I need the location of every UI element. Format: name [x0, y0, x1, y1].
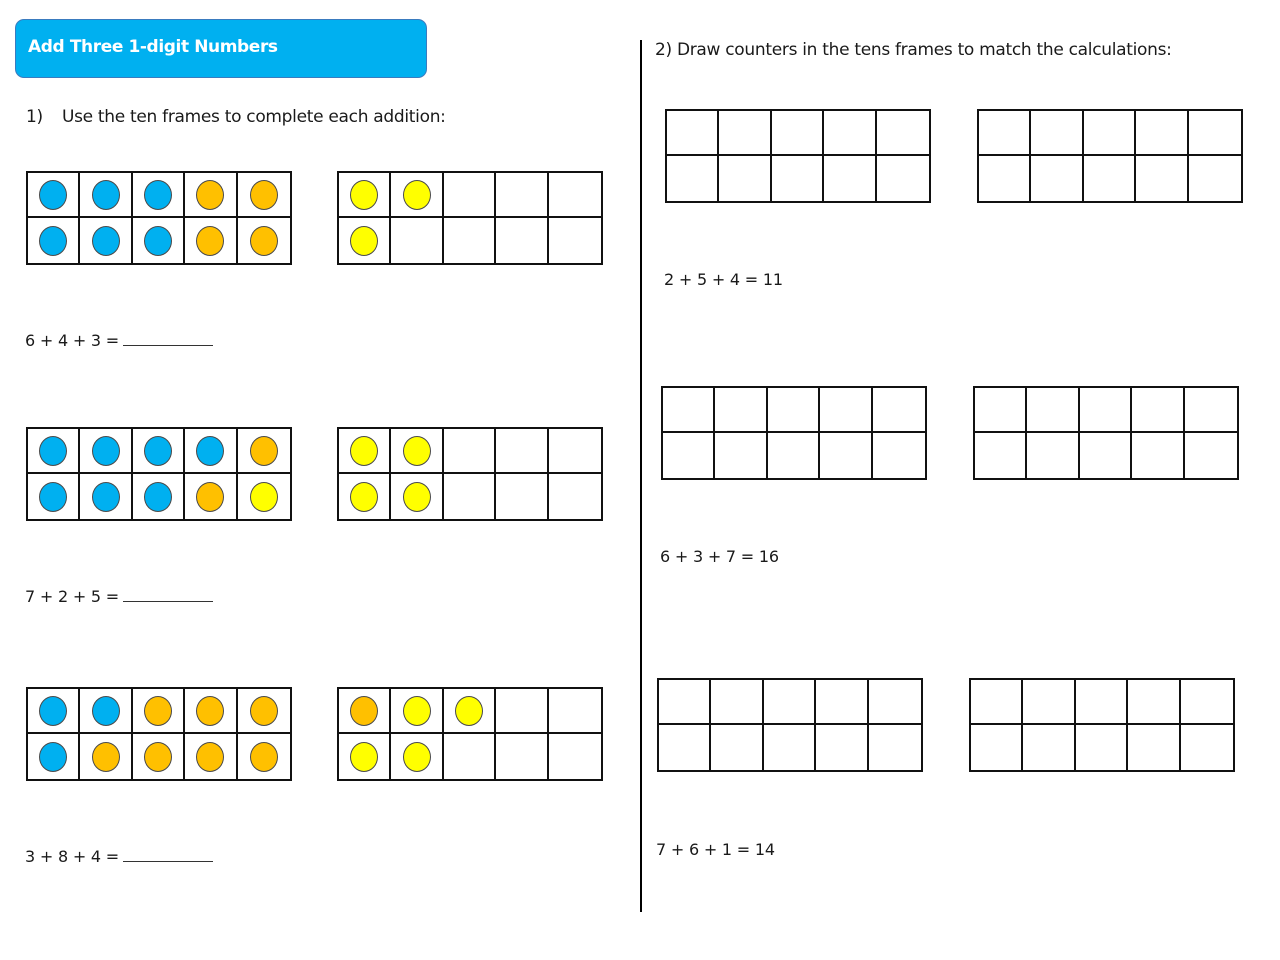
orange-counter-icon — [250, 226, 278, 256]
frame-cell[interactable] — [1181, 680, 1233, 725]
orange-counter-icon — [196, 482, 224, 512]
frame-cell[interactable] — [711, 725, 763, 770]
frame-cell[interactable] — [1027, 433, 1079, 478]
frame-cell[interactable] — [1128, 725, 1180, 770]
frame-cell[interactable] — [873, 433, 925, 478]
blue-counter-icon — [92, 436, 120, 466]
frame-cell — [339, 429, 391, 474]
frame-cell[interactable] — [1185, 388, 1237, 433]
frame-cell[interactable] — [1189, 111, 1241, 156]
ten-frame-2a — [26, 427, 292, 521]
frame-cell[interactable] — [772, 156, 824, 201]
frame-cell — [28, 734, 80, 779]
frame-cell — [496, 173, 548, 218]
ten-frame-1a — [26, 171, 292, 265]
frame-cell — [391, 429, 443, 474]
frame-cell — [185, 689, 237, 734]
frame-cell — [444, 429, 496, 474]
frame-cell — [391, 173, 443, 218]
frame-cell[interactable] — [1181, 725, 1233, 770]
equation-3 — [25, 847, 213, 866]
empty-ten-frame-2b[interactable] — [973, 386, 1239, 480]
frame-cell[interactable] — [1080, 433, 1132, 478]
frame-cell — [339, 474, 391, 519]
frame-cell — [28, 474, 80, 519]
frame-cell — [391, 218, 443, 263]
frame-cell[interactable] — [1023, 725, 1075, 770]
yellow-counter-icon — [350, 742, 378, 772]
orange-counter-icon — [250, 696, 278, 726]
blue-counter-icon — [144, 226, 172, 256]
frame-cell[interactable] — [1076, 725, 1128, 770]
frame-cell[interactable] — [768, 388, 820, 433]
frame-cell[interactable] — [869, 680, 921, 725]
frame-cell[interactable] — [667, 111, 719, 156]
frame-cell[interactable] — [711, 680, 763, 725]
frame-cell[interactable] — [877, 111, 929, 156]
frame-cell — [444, 173, 496, 218]
frame-cell[interactable] — [659, 680, 711, 725]
frame-cell — [496, 218, 548, 263]
frame-cell — [339, 734, 391, 779]
frame-cell — [80, 173, 132, 218]
blue-counter-icon — [39, 180, 67, 210]
equation-2 — [25, 587, 213, 606]
equation-3-text: 3 + 8 + 4 = — [25, 847, 119, 866]
frame-cell — [185, 429, 237, 474]
frame-cell — [28, 429, 80, 474]
frame-cell[interactable] — [975, 433, 1027, 478]
frame-cell — [238, 734, 290, 779]
frame-cell[interactable] — [869, 725, 921, 770]
orange-counter-icon — [144, 742, 172, 772]
frame-cell — [28, 173, 80, 218]
orange-counter-icon — [196, 742, 224, 772]
yellow-counter-icon — [350, 482, 378, 512]
frame-cell — [185, 218, 237, 263]
frame-cell[interactable] — [1084, 156, 1136, 201]
section1-number: 1) — [26, 107, 43, 127]
frame-cell — [28, 218, 80, 263]
orange-counter-icon — [250, 742, 278, 772]
orange-counter-icon — [250, 180, 278, 210]
yellow-counter-icon — [403, 696, 431, 726]
orange-counter-icon — [196, 226, 224, 256]
frame-cell — [391, 689, 443, 734]
frame-cell — [133, 429, 185, 474]
frame-cell — [133, 689, 185, 734]
yellow-counter-icon — [403, 742, 431, 772]
frame-cell — [549, 689, 601, 734]
frame-cell[interactable] — [1023, 680, 1075, 725]
blue-counter-icon — [144, 436, 172, 466]
orange-counter-icon — [350, 696, 378, 726]
blue-counter-icon — [39, 436, 67, 466]
frame-cell — [28, 689, 80, 734]
equation-2-text: 7 + 2 + 5 = — [25, 587, 119, 606]
frame-cell — [80, 734, 132, 779]
frame-cell[interactable] — [715, 388, 767, 433]
frame-cell — [133, 734, 185, 779]
frame-cell — [80, 429, 132, 474]
column-divider — [640, 40, 642, 912]
frame-cell[interactable] — [764, 725, 816, 770]
yellow-counter-icon — [350, 226, 378, 256]
ten-frame-1b — [337, 171, 603, 265]
equation-1-text: 6 + 4 + 3 = — [25, 331, 119, 350]
frame-cell[interactable] — [971, 725, 1023, 770]
orange-counter-icon — [92, 742, 120, 772]
frame-cell — [339, 218, 391, 263]
frame-cell[interactable] — [1076, 680, 1128, 725]
frame-cell[interactable] — [719, 156, 771, 201]
blue-counter-icon — [92, 180, 120, 210]
frame-cell — [444, 218, 496, 263]
section2-instruction: 2) Draw counters in the tens frames to match the calculations: — [655, 40, 1172, 60]
blue-counter-icon — [39, 696, 67, 726]
frame-cell — [496, 429, 548, 474]
worksheet-title: Add Three 1-digit Numbers — [28, 37, 278, 57]
frame-cell — [238, 689, 290, 734]
frame-cell[interactable] — [1080, 388, 1132, 433]
frame-cell[interactable] — [667, 156, 719, 201]
frame-cell[interactable] — [663, 388, 715, 433]
blue-counter-icon — [196, 436, 224, 466]
equation-1 — [25, 331, 213, 350]
frame-cell[interactable] — [1031, 156, 1083, 201]
frame-cell[interactable] — [979, 156, 1031, 201]
frame-cell[interactable] — [971, 680, 1023, 725]
yellow-counter-icon — [250, 482, 278, 512]
blue-counter-icon — [92, 226, 120, 256]
frame-cell — [185, 734, 237, 779]
answer-blank-2[interactable] — [123, 587, 213, 602]
frame-cell — [185, 474, 237, 519]
frame-cell[interactable] — [719, 111, 771, 156]
ten-frame-3b — [337, 687, 603, 781]
frame-cell — [549, 173, 601, 218]
calc-2: 6 + 3 + 7 = 16 — [660, 547, 779, 566]
frame-cell — [339, 689, 391, 734]
frame-cell — [444, 474, 496, 519]
frame-cell[interactable] — [1027, 388, 1079, 433]
yellow-counter-icon — [350, 436, 378, 466]
frame-cell — [238, 218, 290, 263]
yellow-counter-icon — [403, 482, 431, 512]
frame-cell[interactable] — [820, 433, 872, 478]
yellow-counter-icon — [350, 180, 378, 210]
frame-cell[interactable] — [1084, 111, 1136, 156]
frame-cell[interactable] — [820, 388, 872, 433]
frame-cell[interactable] — [824, 111, 876, 156]
frame-cell — [549, 474, 601, 519]
calc-1: 2 + 5 + 4 = 11 — [664, 270, 783, 289]
yellow-counter-icon — [403, 436, 431, 466]
frame-cell — [549, 429, 601, 474]
empty-ten-frame-3a[interactable] — [657, 678, 923, 772]
yellow-counter-icon — [403, 180, 431, 210]
orange-counter-icon — [250, 436, 278, 466]
frame-cell — [80, 474, 132, 519]
blue-counter-icon — [92, 696, 120, 726]
frame-cell — [133, 218, 185, 263]
ten-frame-3a — [26, 687, 292, 781]
frame-cell[interactable] — [1136, 156, 1188, 201]
blue-counter-icon — [39, 226, 67, 256]
frame-cell[interactable] — [816, 680, 868, 725]
frame-cell — [80, 689, 132, 734]
frame-cell — [185, 173, 237, 218]
frame-cell[interactable] — [975, 388, 1027, 433]
frame-cell — [80, 218, 132, 263]
orange-counter-icon — [196, 696, 224, 726]
ten-frame-2b — [337, 427, 603, 521]
blue-counter-icon — [92, 482, 120, 512]
frame-cell — [238, 429, 290, 474]
title-banner — [15, 19, 427, 78]
frame-cell — [133, 173, 185, 218]
frame-cell[interactable] — [1132, 433, 1184, 478]
blue-counter-icon — [39, 742, 67, 772]
blue-counter-icon — [144, 180, 172, 210]
frame-cell[interactable] — [715, 433, 767, 478]
empty-ten-frame-3b[interactable] — [969, 678, 1235, 772]
frame-cell[interactable] — [816, 725, 868, 770]
frame-cell[interactable] — [873, 388, 925, 433]
frame-cell — [549, 734, 601, 779]
frame-cell — [238, 173, 290, 218]
frame-cell — [391, 734, 443, 779]
frame-cell — [549, 218, 601, 263]
blue-counter-icon — [144, 482, 172, 512]
blue-counter-icon — [39, 482, 67, 512]
frame-cell — [496, 734, 548, 779]
calc-3: 7 + 6 + 1 = 14 — [656, 840, 775, 859]
answer-blank-1[interactable] — [123, 331, 213, 346]
empty-ten-frame-1b[interactable] — [977, 109, 1243, 203]
frame-cell — [444, 689, 496, 734]
frame-cell[interactable] — [1136, 111, 1188, 156]
frame-cell[interactable] — [768, 433, 820, 478]
frame-cell[interactable] — [1185, 433, 1237, 478]
answer-blank-3[interactable] — [123, 847, 213, 862]
section1-instruction-text: Use the ten frames to complete each addition: — [61, 107, 446, 127]
orange-counter-icon — [144, 696, 172, 726]
frame-cell[interactable] — [663, 433, 715, 478]
frame-cell[interactable] — [1132, 388, 1184, 433]
section1-instruction — [26, 107, 446, 127]
empty-ten-frame-1a[interactable] — [665, 109, 931, 203]
frame-cell — [339, 173, 391, 218]
frame-cell[interactable] — [1128, 680, 1180, 725]
frame-cell[interactable] — [1031, 111, 1083, 156]
frame-cell — [238, 474, 290, 519]
frame-cell[interactable] — [1189, 156, 1241, 201]
frame-cell — [496, 689, 548, 734]
frame-cell[interactable] — [764, 680, 816, 725]
frame-cell — [496, 474, 548, 519]
frame-cell — [133, 474, 185, 519]
frame-cell[interactable] — [979, 111, 1031, 156]
frame-cell[interactable] — [824, 156, 876, 201]
frame-cell — [391, 474, 443, 519]
frame-cell[interactable] — [877, 156, 929, 201]
frame-cell — [444, 734, 496, 779]
frame-cell[interactable] — [772, 111, 824, 156]
orange-counter-icon — [196, 180, 224, 210]
empty-ten-frame-2a[interactable] — [661, 386, 927, 480]
yellow-counter-icon — [455, 696, 483, 726]
frame-cell[interactable] — [659, 725, 711, 770]
